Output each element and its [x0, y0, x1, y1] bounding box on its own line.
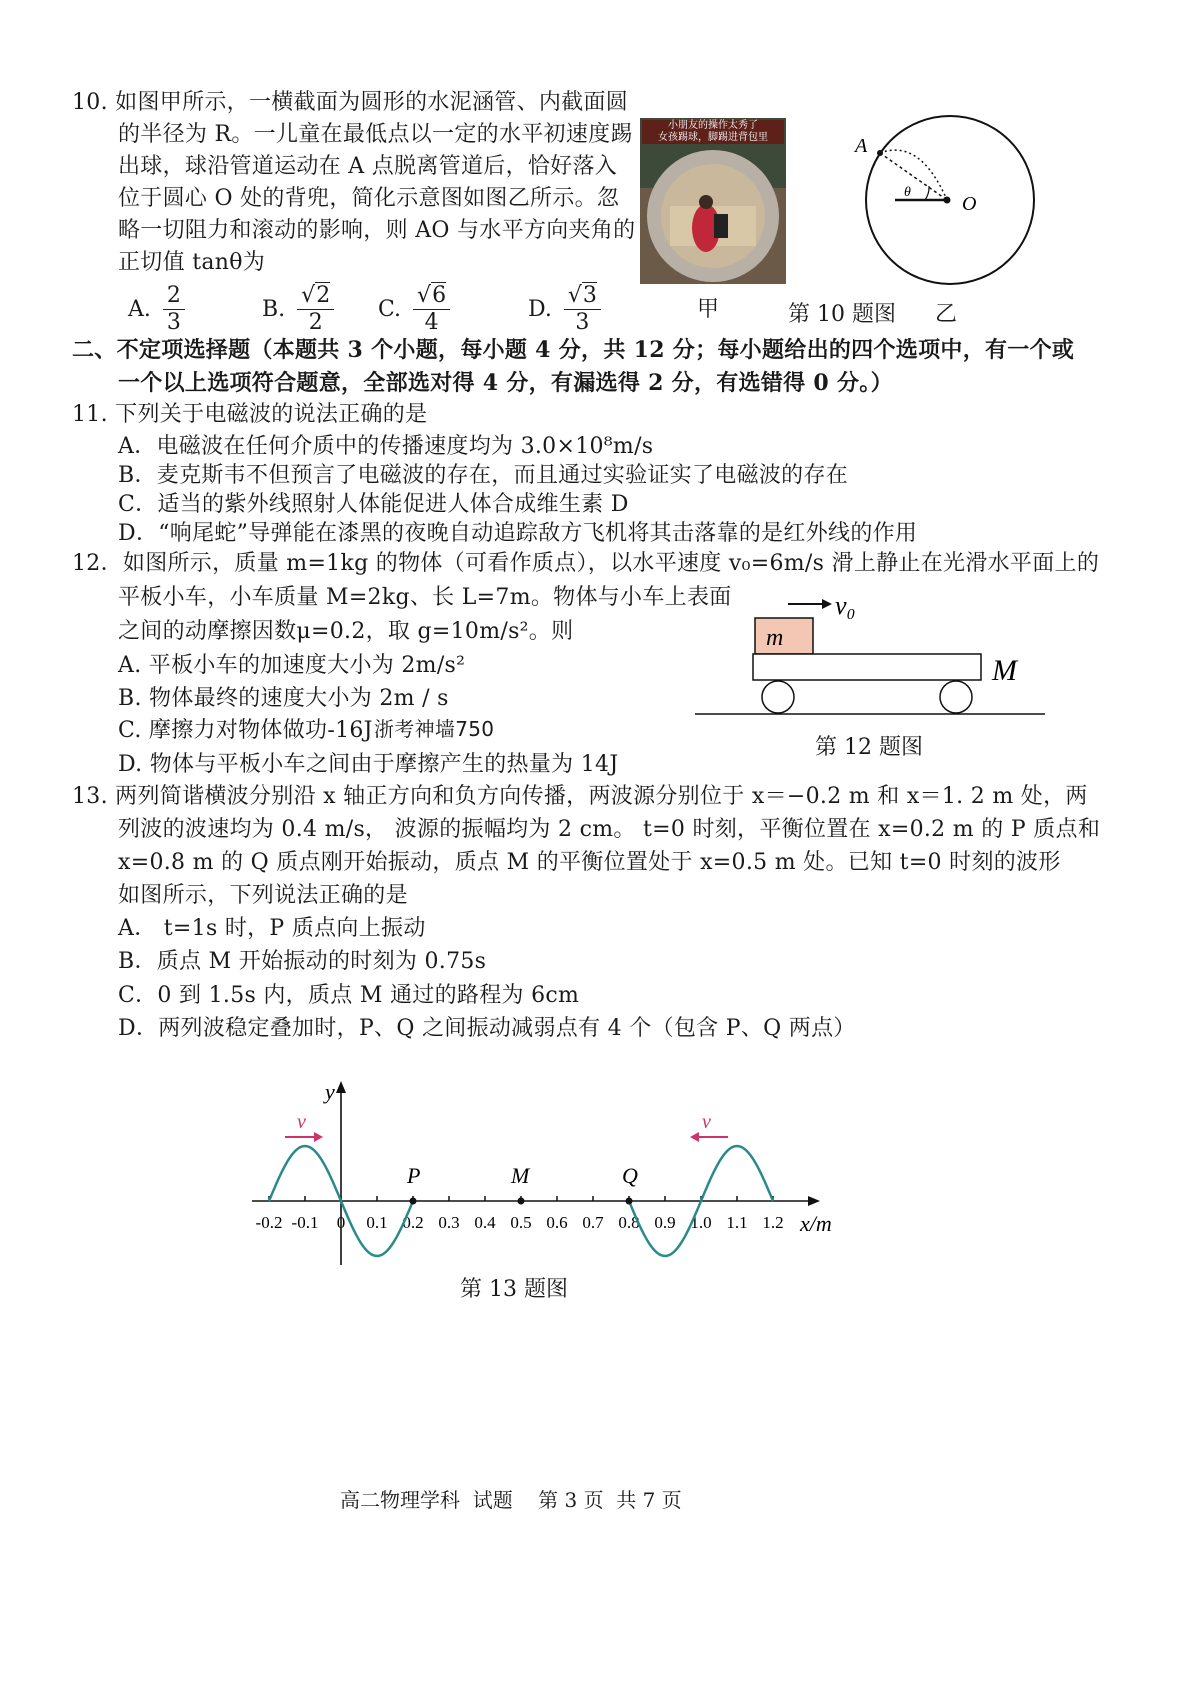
x-tick-label: 0.4 — [474, 1213, 496, 1232]
x-tick-label: -0.2 — [255, 1213, 283, 1232]
point-q — [626, 1198, 633, 1205]
q12-option: C. 摩擦力对物体做功-16J — [118, 718, 373, 743]
point-m — [518, 1198, 525, 1205]
q12-cart-figure — [690, 592, 1050, 722]
photo-overlay-line: 小朋友的操作太秀了 — [668, 120, 758, 131]
section2-line: 一个以上选项符合题意，全部选对得 4 分，有漏选得 2 分，有选错得 0 分。） — [118, 370, 893, 396]
label-theta: θ — [904, 185, 911, 200]
q10-diagram-caption: 乙 — [935, 302, 958, 327]
frac-num: 2 — [163, 283, 185, 310]
right-velocity-label: v — [702, 1111, 711, 1133]
watermark-text: 浙考神墙750 — [374, 717, 495, 741]
cart-body — [753, 654, 981, 680]
q12-line: 平板小车，小车质量 M=2kg、长 L=7m。物体与小车上表面 — [118, 585, 732, 610]
y-axis-arrowhead — [336, 1081, 346, 1093]
x-tick-label: 0.7 — [582, 1213, 604, 1232]
label-q: Q — [622, 1163, 638, 1188]
x-tick-label: -0.1 — [291, 1213, 319, 1232]
q10-line: 略一切阻力和滚动的影响，则 AO 与水平方向夹角的 — [118, 218, 636, 243]
q12-option: D. 物体与平板小车之间由于摩擦产生的热量为 14J — [118, 752, 619, 777]
q12-line: 之间的动摩擦因数μ=0.2，取 g=10m/s²。则 — [118, 619, 574, 644]
option-label: D. — [528, 297, 552, 322]
block-m — [755, 618, 813, 654]
q10-option-b: B. $\frac{√2}{2}$ — [262, 283, 334, 336]
trajectory-path — [880, 150, 947, 200]
label-v0: v₀ — [835, 592, 856, 620]
y-axis-label: y — [325, 1079, 335, 1104]
q13-line: 列波的波速均为 0.4 m/s， 波源的振幅均为 2 cm。 t=0 时刻，平衡位置在 x=0.2 m 的 P 质点和 — [118, 817, 1101, 842]
frac-den: 3 — [575, 310, 590, 335]
velocity-arrowhead — [822, 599, 832, 609]
ao-line — [880, 153, 947, 200]
q10-line: 位于圆心 O 处的背兜，简化示意图如图乙所示。忽 — [118, 186, 620, 211]
q10-photo-caption: 甲 — [697, 297, 720, 322]
x-tick-label: 0.8 — [618, 1213, 640, 1232]
q13-line: 13. 两列简谐横波分别沿 x 轴正方向和负方向传播，两波源分别位于 x＝−0.2 m 和 x＝1. 2 m 处，两 — [72, 784, 1088, 809]
x-tick-label: 1.2 — [762, 1213, 784, 1232]
page-footer: 高二物理学科 试题 第 3 页 共 7 页 — [340, 1488, 682, 1512]
section2-line: 二、不定项选择题（本题共 3 个小题，每小题 4 分，共 12 分；每小题给出的四个选项中，有一个或 — [72, 337, 1075, 363]
x-axis-arrowhead — [808, 1196, 820, 1206]
x-tick-label: 0.6 — [546, 1213, 568, 1232]
left-velocity-arrowhead — [314, 1132, 323, 1142]
q11-option: B．麦克斯韦不但预言了电磁波的存在，而且通过实验证实了电磁波的存在 — [118, 463, 849, 488]
q10-line: 的半径为 R。一儿童在最低点以一定的水平初速度踢 — [118, 122, 633, 147]
q10-line: 10. 如图甲所示，一横截面为圆形的水泥涵管、内截面圆 — [72, 90, 629, 115]
option-label: C. — [378, 297, 402, 322]
q10-option-c: C. $\frac{√6}{4}$ — [378, 283, 450, 336]
q13-wave-figure — [240, 1075, 860, 1275]
wheel-left — [762, 681, 794, 713]
q10-photo — [640, 118, 786, 284]
q13-option: D．两列波稳定叠加时，P、Q 之间振动减弱点有 4 个（包含 P、Q 两点） — [118, 1016, 856, 1041]
frac-num: 2 — [316, 283, 331, 308]
x-tick-label: 0.2 — [402, 1213, 424, 1232]
q11-option: D．“响尾蛇”导弹能在漆黑的夜晚自动追踪敌方飞机将其击落靠的是红外线的作用 — [118, 521, 918, 546]
x-tick-label: 0.3 — [438, 1213, 460, 1232]
x-tick-label: 1.0 — [690, 1213, 712, 1232]
q11-option: A．电磁波在任何介质中的传播速度均为 3.0×10⁸m/s — [118, 434, 654, 459]
x-tick-label: 0 — [336, 1213, 346, 1232]
q13-option: C．0 到 1.5s 内，质点 M 通过的路程为 6cm — [118, 983, 580, 1008]
q10-option-a — [128, 283, 185, 336]
option-label: A. — [128, 297, 151, 322]
q12-option: A. 平板小车的加速度大小为 2m/s² — [118, 653, 466, 678]
q13-option: B．质点 M 开始振动的时刻为 0.75s — [118, 949, 487, 974]
right-velocity-arrowhead — [690, 1132, 699, 1142]
x-tick-label: 0.9 — [654, 1213, 676, 1232]
option-label: B. — [262, 297, 286, 322]
x-tick-labels — [256, 1213, 784, 1232]
photo-overlay-text — [642, 120, 784, 144]
frac-den: 4 — [424, 310, 439, 335]
label-p: P — [407, 1163, 421, 1188]
q10-circle-diagram — [850, 108, 1050, 298]
label-m: m — [766, 625, 784, 651]
q12-figure-caption: 第 12 题图 — [815, 735, 923, 760]
label-M: M — [992, 654, 1017, 687]
point-p — [410, 1198, 417, 1205]
q13-line: x=0.8 m 的 Q 质点刚开始振动，质点 M 的平衡位置处于 x=0.5 m 处。已知 t=0 时刻的波形 — [118, 850, 1061, 875]
label-a: A — [855, 135, 868, 157]
label-o: O — [962, 193, 977, 215]
q13-line: 如图所示，下列说法正确的是 — [118, 883, 408, 908]
angle-arc — [925, 186, 929, 200]
q13-option: A． t=1s 时，P 质点向上振动 — [118, 916, 426, 941]
label-m: M — [511, 1163, 530, 1188]
q10-option-d: D. $\frac{√3}{3}$ — [528, 283, 601, 336]
q11-stem: 11. 下列关于电磁波的说法正确的是 — [72, 402, 428, 427]
x-axis-label: x/m — [800, 1211, 832, 1236]
x-tick-label: 0.1 — [366, 1213, 388, 1232]
x-tick-label: 0.5 — [510, 1213, 532, 1232]
q10-figure-caption: 第 10 题图 — [788, 302, 896, 327]
q10-line: 正切值 tanθ为 — [118, 250, 266, 275]
frac-den: 3 — [166, 310, 181, 335]
frac-num: 6 — [432, 283, 447, 308]
point-o — [944, 197, 951, 204]
left-velocity-label: v — [297, 1111, 306, 1133]
wheel-right — [940, 681, 972, 713]
frac-den: 2 — [308, 310, 323, 335]
q11-option: C．适当的紫外线照射人体能促进人体合成维生素 D — [118, 492, 629, 517]
point-a — [877, 150, 883, 156]
q12-line: 12．如图所示，质量 m=1kg 的物体（可看作质点），以水平速度 v₀=6m/s 滑上静止在光滑水平面上的 — [72, 551, 1100, 576]
q13-figure-caption: 第 13 题图 — [460, 1277, 568, 1302]
q12-option: B. 物体最终的速度大小为 2m / s — [118, 686, 449, 711]
x-tick-label: 1.1 — [726, 1213, 748, 1232]
q10-line: 出球，球沿管道运动在 A 点脱离管道后，恰好落入 — [118, 154, 618, 179]
frac-num: 3 — [582, 283, 597, 308]
photo-overlay-line: 女孩踢球，脚踢进背包里 — [658, 132, 768, 143]
